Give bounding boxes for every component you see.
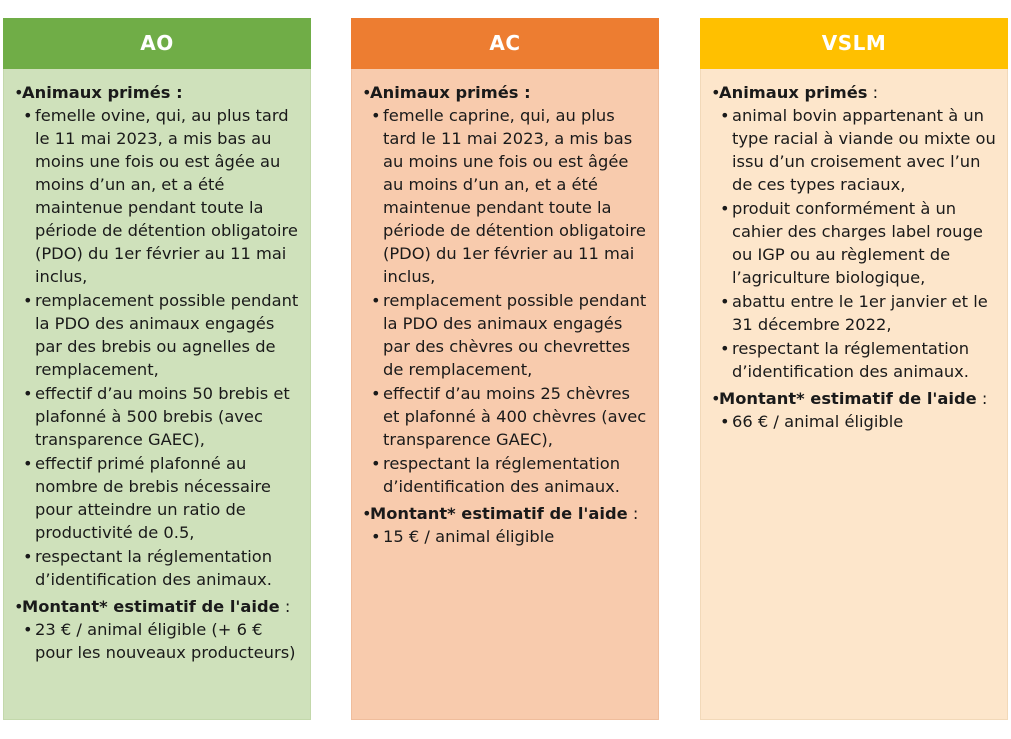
column-vslm [700, 18, 1008, 720]
amount-list [711, 410, 999, 433]
column-ac [351, 18, 659, 720]
list-item: • respectant la réglementation d’identification des animaux. [362, 452, 650, 498]
list-item: • effectif primé plafonné au nombre de brebis nécessaire pour atteindre un ratio de productivité de 0.5, [14, 452, 302, 544]
list-item: • remplacement possible pendant la PDO des animaux engagés par des brebis ou agnelles de remplacement, [14, 289, 302, 381]
amount-list [362, 525, 650, 548]
amount-heading: •Montant* estimatif de l'aide : [14, 597, 291, 616]
list-item: • abattu entre le 1er janvier et le 31 décembre 2022, [711, 290, 999, 336]
column-body [3, 69, 311, 720]
list-item: • remplacement possible pendant la PDO des animaux engagés par des chèvres ou chevrettes de remplacement, [362, 289, 650, 381]
list-item: • produit conformément à un cahier des charges label rouge ou IGP ou au règlement de l’agriculture biologique, [711, 197, 999, 289]
column-body [351, 69, 659, 720]
list-item: • respectant la réglementation d’identification des animaux. [711, 337, 999, 383]
list-item: • 66 € / animal éligible [711, 410, 999, 433]
column-title: AO [3, 18, 311, 69]
column-title: AC [351, 18, 659, 69]
list-item: • 23 € / animal éligible (+ 6 € pour les nouveaux producteurs) [14, 618, 302, 664]
animals-heading: •Animaux primés : [14, 83, 183, 102]
list-item: • effectif d’au moins 25 chèvres et plafonné à 400 chèvres (avec transparence GAEC), [362, 382, 650, 451]
list-item: • respectant la réglementation d’identification des animaux. [14, 545, 302, 591]
list-item: • 15 € / animal éligible [362, 525, 650, 548]
list-item: • femelle caprine, qui, au plus tard le 11 mai 2023, a mis bas au moins une fois ou est âgée au moins d’un an, et a été maintenue pendant toute la période de détention obligatoire (PDO) du 1er février au 11 mai inclus, [362, 104, 650, 288]
animals-list [711, 104, 999, 383]
list-item: • effectif d’au moins 50 brebis et plafonné à 500 brebis (avec transparence GAEC), [14, 382, 302, 451]
column-title: VSLM [700, 18, 1008, 69]
animals-list [14, 104, 302, 591]
animals-heading: •Animaux primés : [711, 83, 879, 102]
animals-heading: •Animaux primés : [362, 83, 531, 102]
animals-list [362, 104, 650, 498]
amount-heading: •Montant* estimatif de l'aide : [711, 389, 988, 408]
column-body [700, 69, 1008, 720]
list-item: • femelle ovine, qui, au plus tard le 11 mai 2023, a mis bas au moins une fois ou est âgée au moins d’un an, et a été maintenue pendant toute la période de détention obligatoire (PDO) du 1er février au 11 mai inclus, [14, 104, 302, 288]
list-item: • animal bovin appartenant à un type racial à viande ou mixte ou issu d’un croisement avec l’un de ces types raciaux, [711, 104, 999, 196]
amount-heading: •Montant* estimatif de l'aide : [362, 504, 639, 523]
column-ao [3, 18, 311, 720]
amount-list [14, 618, 302, 664]
